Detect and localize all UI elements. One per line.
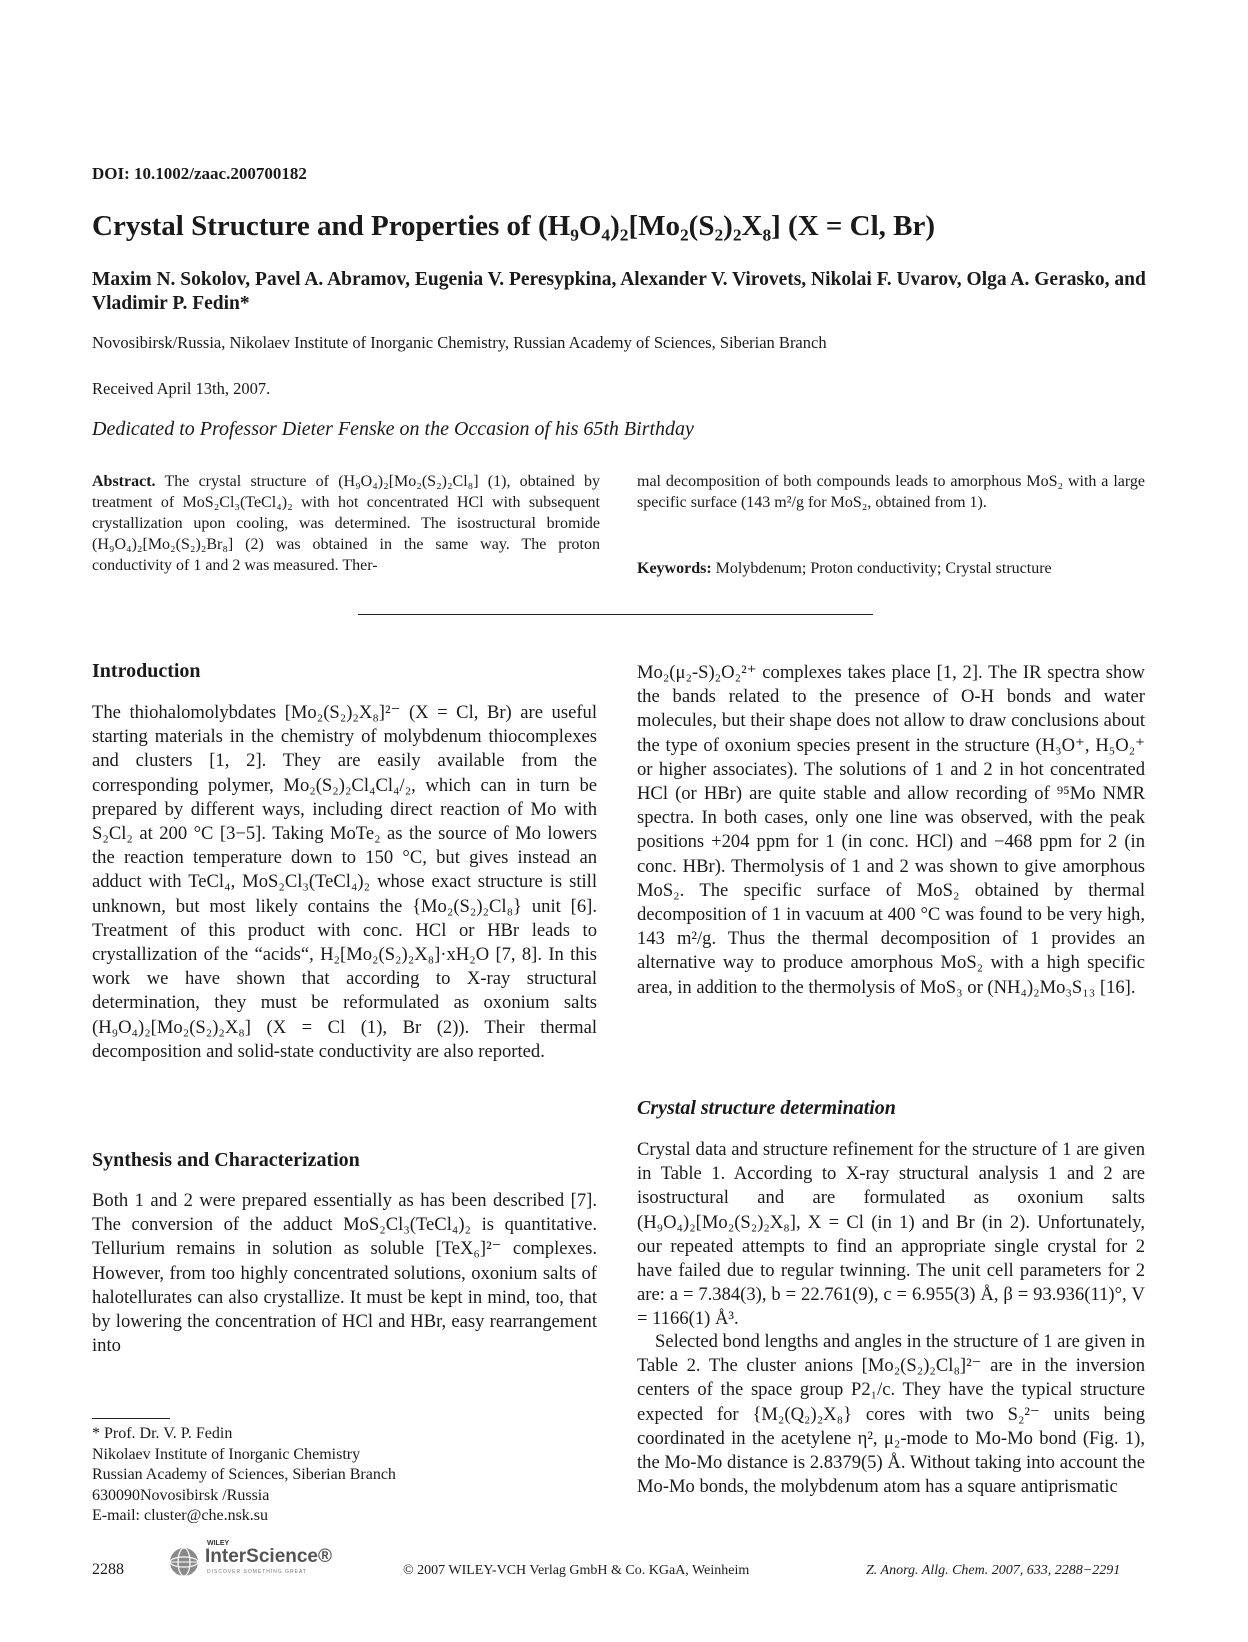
article-title: Crystal Structure and Properties of (H₉O₄)₂[Mo₂(S₂)₂X₈] (X = Cl, Br) <box>92 210 936 242</box>
abstract-text-left: The crystal structure of (H₉O₄)₂[Mo₂(S₂)₂Cl₈] (1), obtained by treatment of MoS₂Cl₃(TeCl₄)₂ with hot concentrated HCl with subsequent crystallization upon cooling, was determined. The isostructural bromide (H₉O₄)₂[Mo₂(S₂)₂Br₈] (2) was obtained in the same way. The proton conductivity of 1 and 2 was measured. Ther- <box>92 473 600 574</box>
abstract-right: mal decomposition of both compounds leads to amorphous MoS₂ with a large specific surface (143 m²/g for MoS₂, obtained from 1). <box>637 473 1145 511</box>
bond-lengths-text: Selected bond lengths and angles in the structure of 1 are given in Table 2. The cluster anions [Mo₂(S₂)₂Cl₈]²⁻ are in the inversion centers of the space group P2₁/c. They have the typical structure expected for {M₂(Q₂)₂X₈} cores with two S₂²⁻ units being coordinated in the acetylene η², μ₂-mode to Mo-Mo bond (Fig. 1), the Mo-Mo distance is 2.8379(5) Å. Without taking into account the Mo-Mo bonds, the molybdenum atom has a square antiprismatic <box>637 1331 1145 1498</box>
heading-synthesis: Synthesis and Characterization <box>92 1149 360 1171</box>
introduction-text: The thiohalomolybdates [Mo₂(S₂)₂X₈]²⁻ (X = Cl, Br) are useful starting materials in the chemistry of molybdenum thiocomplexes and clusters [1, 2]. They are easily available from the corresponding polymer, Mo₂(S₂)₂Cl₄Cl₄/₂, which can in turn be prepared by different ways, including direct reaction of Mo with S₂Cl₂ at 200 °C [3−5]. Taking MoTe₂ as the source of Mo lowers the reaction temperature down to 150 °C, but gives instead an adduct with TeCl₄, MoS₂Cl₃(TeCl₄)₂ whose exact structure is still unknown, but most likely contains the {Mo₂(S₂)₂Cl₈} unit [6]. Treatment of this product with conc. HCl or HBr leads to crystallization of the “acids“, H₂[Mo₂(S₂)₂X₈]·xH₂O [7, 8]. In this work we have shown that according to X-ray structural determination, they must be reformulated as oxonium salts (H₉O₄)₂[Mo₂(S₂)₂X₈] (X = Cl (1), Br (2)). Their thermal decomposition and solid-state conductivity are also reported. <box>92 702 597 1062</box>
footnote-email[interactable]: E-mail: cluster@che.nsk.su <box>92 1507 269 1524</box>
footnote-line: 630090Novosibirsk /Russia <box>92 1486 270 1504</box>
logo-wiley: WILEY <box>207 1540 230 1547</box>
keywords-text: Molybdenum; Proton conductivity; Crystal structure <box>715 560 1052 577</box>
abstract-divider <box>358 614 873 615</box>
logo-tagline: DISCOVER SOMETHING GREAT <box>207 1569 308 1575</box>
synthesis-text: Both 1 and 2 were prepared essentially as has been described [7]. The conversion of the adduct MoS₂Cl₃(TeCl₄)₂ is quantitative. Tellurium remains in solution as soluble [TeX₆]²⁻ complexes. However, from too highly concentrated solutions, oxonium salts of halotellurates can also crystallize. It must be kept in mind, too, that by lowering the concentration of HCl and HBr, easy rearrangement into <box>92 1190 597 1357</box>
received-date: Received April 13th, 2007. <box>92 379 271 398</box>
crystal-structure-text: Crystal data and structure refinement for the structure of 1 are given in Table 1. According to X-ray structural analysis 1 and 2 are isostructural and are formulated as oxonium salts (H₉O₄)₂[Mo₂(S₂)₂X₈], X = Cl (in 1) and Br (in 2). Unfortunately, our repeated attempts to find an appropriate single crystal for 2 have failed due to regular twinning. The unit cell parameters for 2 are: a = 7.384(3), b = 22.761(9), c = 6.955(3) Å, β = 93.936(11)°, V = 1166(1) Å³. <box>637 1139 1145 1330</box>
doi[interactable]: DOI: 10.1002/zaac.200700182 <box>92 164 307 183</box>
footnote-line: * Prof. Dr. V. P. Fedin <box>92 1425 233 1442</box>
footnote-line: Nikolaev Institute of Inorganic Chemistry <box>92 1445 361 1463</box>
interscience-logo[interactable] <box>167 1540 332 1580</box>
keywords <box>637 560 1052 578</box>
logo-wordmark: InterScience® <box>205 1546 332 1567</box>
page-number: 2288 <box>92 1561 124 1578</box>
affiliation: Novosibirsk/Russia, Nikolaev Institute of Inorganic Chemistry, Russian Academy of Sciences, Siberian Branch <box>92 333 827 352</box>
abstract-label: Abstract. <box>92 473 156 490</box>
journal-citation: Z. Anorg. Allg. Chem. 2007, 633, 2288−2291 <box>866 1563 1121 1578</box>
copyright: © 2007 WILEY-VCH Verlag GmbH & Co. KGaA, Weinheim <box>403 1563 750 1578</box>
footnote-divider <box>92 1418 170 1419</box>
heading-introduction: Introduction <box>92 660 201 682</box>
corresponding-author-footnote <box>92 1424 396 1527</box>
ir-nmr-text: Mo₂(μ₂-S)₂O₂²⁺ complexes takes place [1, 2]. The IR spectra show the bands related to the presence of O-H bonds and water molecules, but their shape does not allow to draw conclusions about the type of oxonium species present in the structure (H₃O⁺, H₅O₂⁺ or higher associates). The solutions of 1 and 2 in hot concentrated HCl (or HBr) are quite stable and allow recording of ⁹⁵Mo NMR spectra. In both cases, only one line was observed, with the peak positions +204 ppm for 1 (in conc. HCl) and −468 ppm for 2 (in conc. HBr). Thermolysis of 1 and 2 was shown to give amorphous MoS₂. The specific surface of MoS₂ obtained by thermal decomposition of 1 in vacuum at 400 °C was found to be very high, 143 m²/g. Thus the thermal decomposition of 1 provides an alternative way to produce amorphous MoS₂ with a high specific area, in addition to the thermolysis of MoS₃ or (NH₄)₂Mo₃S₁₃ [16]. <box>637 662 1145 998</box>
footnote-line: Russian Academy of Sciences, Siberian Branch <box>92 1466 396 1483</box>
authors: Maxim N. Sokolov, Pavel A. Abramov, Eugenia V. Peresypkina, Alexander V. Virovets, Nikolai F. Uvarov, Olga A. Gerasko, and Vladimir P. Fedin* <box>92 269 1146 314</box>
abstract-left <box>92 471 600 576</box>
dedication: Dedicated to Professor Dieter Fenske on the Occasion of his 65th Birthday <box>92 418 694 440</box>
keywords-label: Keywords: <box>637 560 712 577</box>
heading-crystal-structure: Crystal structure determination <box>637 1097 896 1119</box>
